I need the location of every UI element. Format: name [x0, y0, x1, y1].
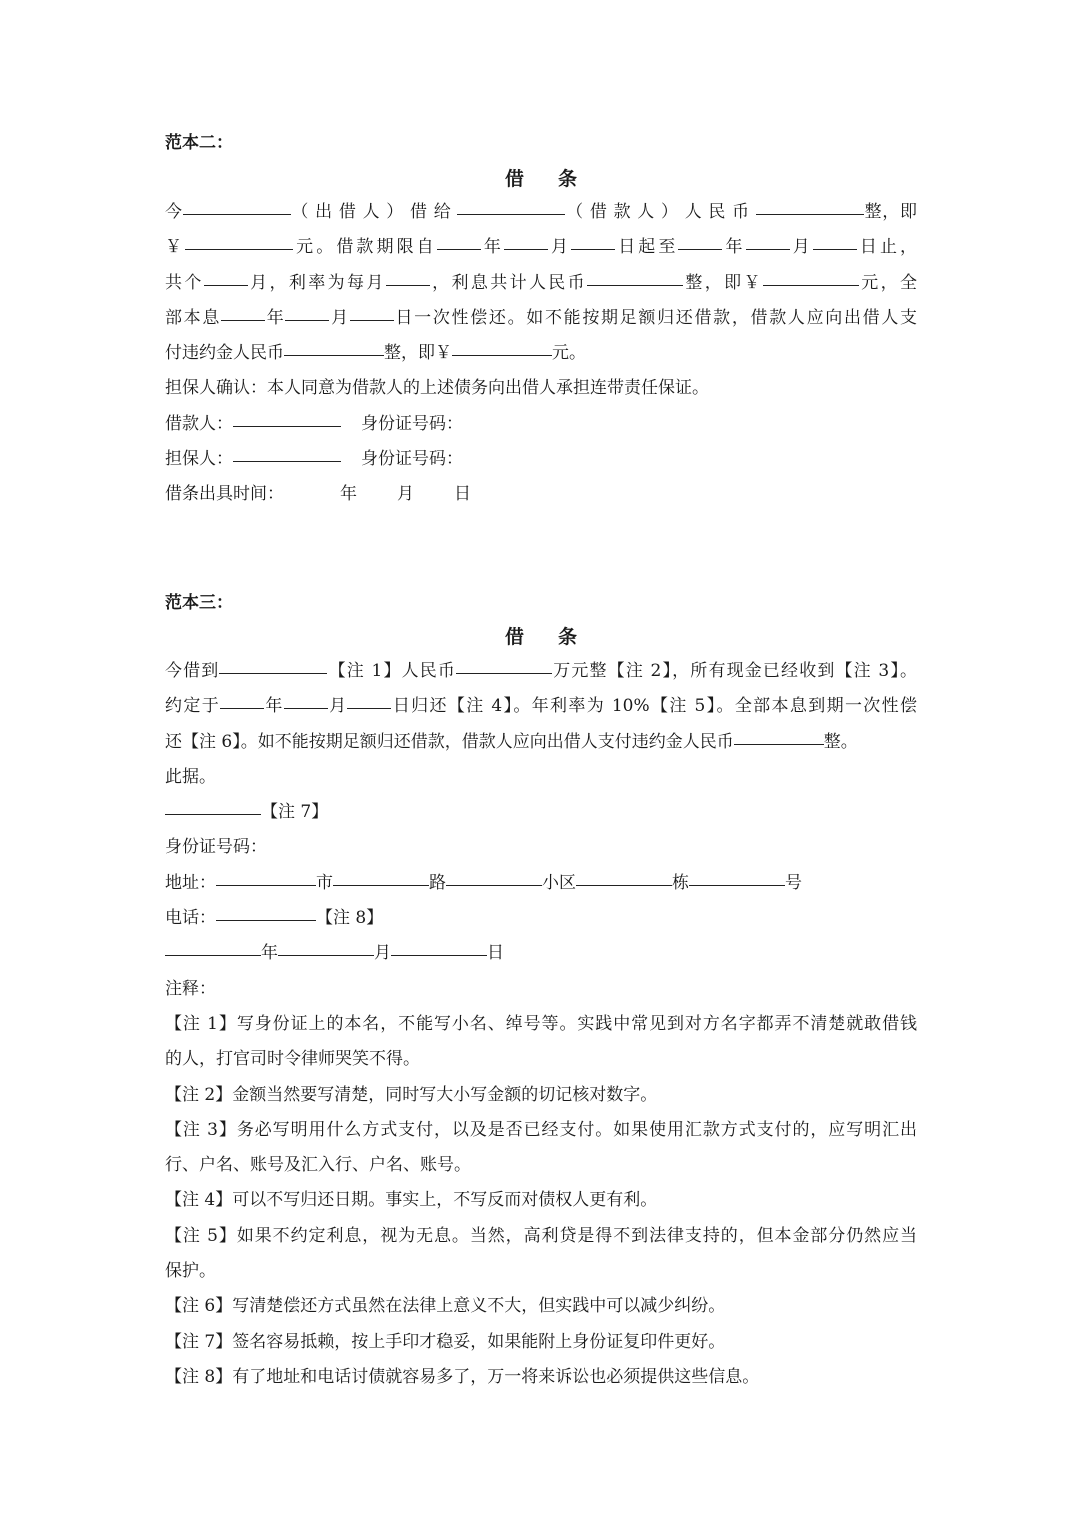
sample-three-body [165, 654, 917, 1395]
note-line: 【注 6】写清楚偿还方式虽然在法律上意义不大，但实践中可以减少纠纷。 [165, 1296, 726, 1317]
note-line: 【注 1】写身份证上的本名，不能写小名、绰号等。实践中常见到对方名字都弄不清楚就敢借钱 [165, 1013, 917, 1034]
sample-two-line-5: 付违约金人民币 整，即￥ 元。 [165, 343, 586, 364]
sample-two-line-4: 部本息 年 月 日一次性偿还。如不能按期足额归还借款，借款人应向出借人支 [165, 307, 917, 328]
sample-three-line-3: 还【注 6】。如不能按期足额归还借款，借款人应向出借人支付违约金人民币 整。 [165, 731, 858, 752]
sample-three-section [165, 593, 917, 613]
note-line: 【注 5】如果不约定利息，视为无息。当然，高利贷是得不到法律支持的，但本金部分仍然应当 [165, 1225, 917, 1246]
note-line: 【注 4】可以不写归还日期。事实上，不写反而对债权人更有利。 [165, 1190, 658, 1211]
sample-two-body [165, 195, 917, 513]
borrower-signature-row: 借款人： 身份证号码： [165, 413, 463, 434]
guarantor-signature-row: 担保人： 身份证号码： [165, 449, 463, 470]
sample-three-line-4: 此据。 [165, 766, 216, 787]
note-line: 【注 2】金额当然要写清楚，同时写大小写金额的切记核对数字。 [165, 1084, 658, 1105]
sample-two-line-2: ￥ 元。借款期限自 年 月 日起至 年 月 日止， [165, 237, 917, 258]
address-row: 地址： 市 路 小区 栋 号 [165, 872, 802, 893]
title-char-2: 条 [558, 626, 578, 648]
note-line: 的人，打官司时令律师哭笑不得。 [165, 1049, 420, 1070]
sample-three-heading: 范本三： [165, 593, 233, 613]
notes-heading: 注释： [165, 978, 216, 999]
note-line: 保护。 [165, 1261, 216, 1282]
sample-two-line-1: 今 （出借人）借给 （借款人）人民币 整，即 [165, 202, 917, 222]
note-line: 【注 7】签名容易抵赖，按上手印才稳妥，如果能附上身份证复印件更好。 [165, 1331, 726, 1352]
guarantor-confirmation: 担保人确认：本人同意为借款人的上述债务向出借人承担连带责任保证。 [165, 378, 709, 399]
borrower-blank [457, 213, 565, 215]
note-line: 【注 3】务必写明用什么方式支付，以及是否已经支付。如果使用汇款方式支付的，应写明汇出 [165, 1119, 917, 1140]
issue-date-row: 借条出具时间： 年 月 日 [165, 484, 471, 505]
sample-three-line-2: 约定于 年 月 日归还【注 4】。年利率为 10%【注 5】。全部本息到期一次性偿 [165, 696, 917, 717]
lender-blank [183, 213, 291, 215]
sample-two-title [165, 167, 917, 191]
signature-row: 【注 7】 [165, 795, 917, 830]
note-line: 行、户名、账号及汇入行、户名、账号。 [165, 1155, 471, 1176]
title-char-1: 借 [504, 626, 524, 648]
note-line: 【注 8】有了地址和电话讨债就容易多了，万一将来诉讼也必须提供这些信息。 [165, 1366, 760, 1387]
id-number-row: 身份证号码： [165, 837, 267, 858]
sample-three-line-1: 今借到 【注 1】人民币 万元整【注 2】，所有现金已经收到【注 3】。 [165, 661, 917, 681]
phone-row: 电话： 【注 8】 [165, 908, 384, 929]
date-row: 年 月 日 [165, 936, 917, 971]
sample-two-line-3: 共个 月，利率为每月 ，利息共计人民币 整，即￥ 元，全 [165, 272, 917, 293]
title-char-1: 借 [504, 168, 524, 190]
sample-two-section [165, 133, 917, 153]
title-char-2: 条 [558, 168, 578, 190]
sample-two-heading: 范本二： [165, 133, 233, 153]
amount-blank [756, 213, 864, 215]
sample-three-title [165, 625, 917, 649]
